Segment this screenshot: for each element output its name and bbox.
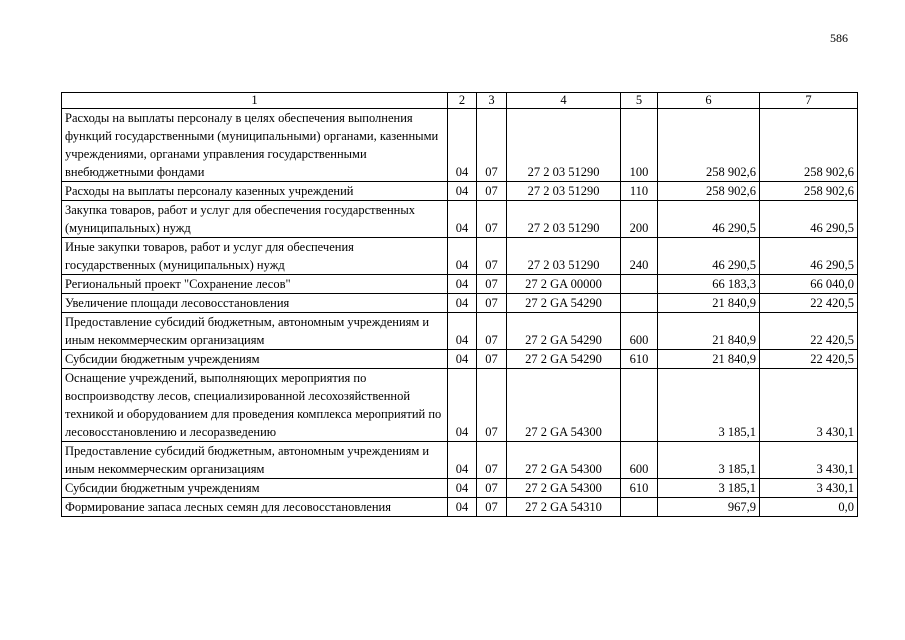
row-amount-2: 3 430,1	[760, 369, 858, 442]
row-amount-2: 22 420,5	[760, 313, 858, 350]
column-header-7: 7	[760, 93, 858, 109]
row-expense-type: 240	[621, 238, 658, 275]
row-name: Расходы на выплаты персоналу казенных учреждений	[62, 182, 448, 201]
row-target-code: 27 2 GA 54290	[507, 350, 621, 369]
row-amount-1: 46 290,5	[658, 201, 760, 238]
row-expense-type	[621, 498, 658, 517]
row-subsection: 07	[477, 275, 507, 294]
row-subsection: 07	[477, 109, 507, 182]
row-target-code: 27 2 GA 54300	[507, 479, 621, 498]
row-subsection: 07	[477, 498, 507, 517]
row-section: 04	[448, 275, 477, 294]
row-amount-1: 258 902,6	[658, 182, 760, 201]
row-amount-2: 258 902,6	[760, 109, 858, 182]
row-name: Расходы на выплаты персоналу в целях обеспечения выполнения функций государственными (муниципальными) органами, казенными учреждениями, органами управления государственными внебюджетными фондами	[62, 109, 448, 182]
row-target-code: 27 2 GA 54300	[507, 442, 621, 479]
row-section: 04	[448, 201, 477, 238]
table-row	[62, 109, 858, 182]
row-amount-1: 258 902,6	[658, 109, 760, 182]
row-amount-2: 3 430,1	[760, 442, 858, 479]
table-row	[62, 201, 858, 238]
table-row	[62, 313, 858, 350]
row-target-code: 27 2 GA 00000	[507, 275, 621, 294]
table-row	[62, 369, 858, 442]
row-section: 04	[448, 109, 477, 182]
row-expense-type: 600	[621, 442, 658, 479]
row-expense-type	[621, 294, 658, 313]
row-amount-2: 3 430,1	[760, 479, 858, 498]
row-subsection: 07	[477, 238, 507, 275]
row-section: 04	[448, 238, 477, 275]
row-expense-type: 200	[621, 201, 658, 238]
row-target-code: 27 2 03 51290	[507, 201, 621, 238]
row-amount-1: 21 840,9	[658, 313, 760, 350]
row-target-code: 27 2 GA 54300	[507, 369, 621, 442]
row-section: 04	[448, 498, 477, 517]
row-amount-1: 967,9	[658, 498, 760, 517]
table-row	[62, 182, 858, 201]
table-header-row	[62, 93, 858, 109]
table-row	[62, 238, 858, 275]
row-expense-type	[621, 369, 658, 442]
row-name: Закупка товаров, работ и услуг для обеспечения государственных (муниципальных) нужд	[62, 201, 448, 238]
table-row	[62, 442, 858, 479]
row-subsection: 07	[477, 369, 507, 442]
row-expense-type: 110	[621, 182, 658, 201]
table-row	[62, 498, 858, 517]
row-name: Предоставление субсидий бюджетным, автономным учреждениям и иным некоммерческим организациям	[62, 313, 448, 350]
row-amount-2: 22 420,5	[760, 350, 858, 369]
row-target-code: 27 2 03 51290	[507, 238, 621, 275]
row-section: 04	[448, 442, 477, 479]
row-expense-type: 600	[621, 313, 658, 350]
row-section: 04	[448, 350, 477, 369]
row-amount-2: 258 902,6	[760, 182, 858, 201]
row-amount-1: 3 185,1	[658, 369, 760, 442]
table-row	[62, 294, 858, 313]
row-name: Субсидии бюджетным учреждениям	[62, 479, 448, 498]
row-name: Иные закупки товаров, работ и услуг для обеспечения государственных (муниципальных) нужд	[62, 238, 448, 275]
row-subsection: 07	[477, 350, 507, 369]
budget-table	[61, 92, 858, 517]
row-subsection: 07	[477, 182, 507, 201]
row-target-code: 27 2 GA 54310	[507, 498, 621, 517]
row-subsection: 07	[477, 201, 507, 238]
row-target-code: 27 2 03 51290	[507, 182, 621, 201]
row-amount-1: 3 185,1	[658, 479, 760, 498]
row-amount-1: 3 185,1	[658, 442, 760, 479]
row-name: Оснащение учреждений, выполняющих мероприятия по воспроизводству лесов, специализированной лесохозяйственной техникой и оборудованием для проведения комплекса мероприятий по лесовосстановлению и лесоразведению	[62, 369, 448, 442]
row-name: Предоставление субсидий бюджетным, автономным учреждениям и иным некоммерческим организациям	[62, 442, 448, 479]
column-header-5: 5	[621, 93, 658, 109]
column-header-2: 2	[448, 93, 477, 109]
row-section: 04	[448, 479, 477, 498]
row-target-code: 27 2 GA 54290	[507, 313, 621, 350]
row-amount-2: 46 290,5	[760, 201, 858, 238]
column-header-1: 1	[62, 93, 448, 109]
row-subsection: 07	[477, 294, 507, 313]
table-row	[62, 479, 858, 498]
row-expense-type: 610	[621, 350, 658, 369]
row-amount-2: 22 420,5	[760, 294, 858, 313]
table-row	[62, 350, 858, 369]
row-amount-2: 66 040,0	[760, 275, 858, 294]
row-section: 04	[448, 369, 477, 442]
row-name: Увеличение площади лесовосстановления	[62, 294, 448, 313]
column-header-6: 6	[658, 93, 760, 109]
row-amount-1: 66 183,3	[658, 275, 760, 294]
row-amount-2: 0,0	[760, 498, 858, 517]
row-subsection: 07	[477, 313, 507, 350]
row-amount-2: 46 290,5	[760, 238, 858, 275]
row-name: Субсидии бюджетным учреждениям	[62, 350, 448, 369]
column-header-3: 3	[477, 93, 507, 109]
row-section: 04	[448, 294, 477, 313]
row-name: Формирование запаса лесных семян для лесовосстановления	[62, 498, 448, 517]
row-subsection: 07	[477, 479, 507, 498]
row-amount-1: 21 840,9	[658, 294, 760, 313]
row-expense-type	[621, 275, 658, 294]
table-row	[62, 275, 858, 294]
row-amount-1: 46 290,5	[658, 238, 760, 275]
row-expense-type: 100	[621, 109, 658, 182]
page-number: 586	[830, 31, 848, 45]
row-target-code: 27 2 03 51290	[507, 109, 621, 182]
row-section: 04	[448, 313, 477, 350]
row-amount-1: 21 840,9	[658, 350, 760, 369]
row-expense-type: 610	[621, 479, 658, 498]
row-target-code: 27 2 GA 54290	[507, 294, 621, 313]
column-header-4: 4	[507, 93, 621, 109]
row-section: 04	[448, 182, 477, 201]
row-name: Региональный проект "Сохранение лесов"	[62, 275, 448, 294]
row-subsection: 07	[477, 442, 507, 479]
